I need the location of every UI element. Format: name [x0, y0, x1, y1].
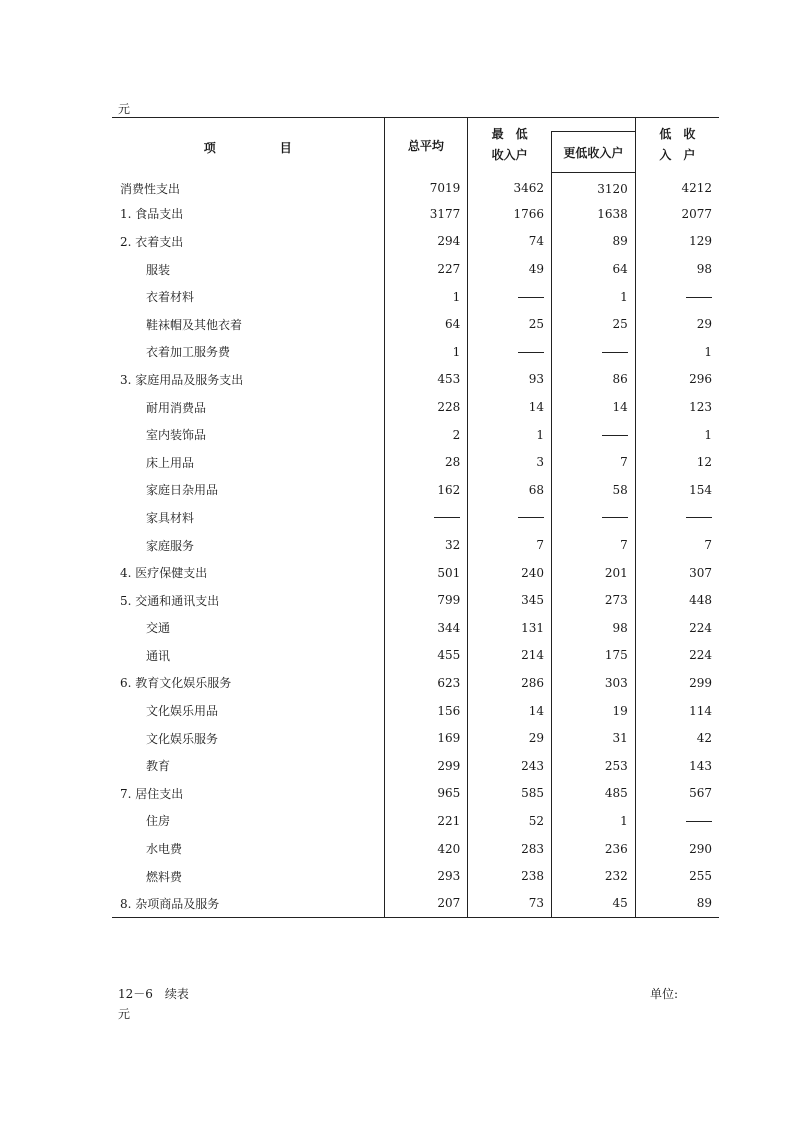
- row-value: 286: [468, 669, 552, 697]
- row-value: [552, 504, 636, 532]
- row-label: 文化娱乐用品: [146, 704, 219, 719]
- row-value: [635, 807, 719, 835]
- row-value: 3462: [468, 173, 552, 201]
- row-value: 86: [552, 366, 636, 394]
- table-row: [112, 559, 719, 587]
- row-value: [552, 338, 636, 366]
- row-value: 114: [635, 697, 719, 725]
- row-value: 19: [552, 697, 636, 725]
- row-value: 253: [552, 752, 636, 780]
- row-value: 2: [384, 421, 468, 449]
- unit-label-top: 元: [118, 102, 131, 116]
- no-data-dash: [686, 821, 712, 822]
- row-value: 28: [384, 448, 468, 476]
- row-value: 3: [468, 448, 552, 476]
- table-row: [112, 476, 719, 504]
- row-value: 3177: [384, 200, 468, 228]
- no-data-dash: [518, 517, 544, 518]
- row-value: 73: [468, 890, 552, 918]
- row-label: 家具材料: [146, 510, 195, 525]
- row-label: 6. 教育文化娱乐服务: [120, 676, 232, 691]
- table-row: [112, 780, 719, 808]
- row-value: 1: [552, 807, 636, 835]
- table-row: [112, 752, 719, 780]
- table-row: [112, 669, 719, 697]
- row-value: 236: [552, 835, 636, 863]
- row-value: 296: [635, 366, 719, 394]
- table-row: [112, 642, 719, 670]
- row-value: 344: [384, 614, 468, 642]
- row-label: 服装: [146, 262, 171, 277]
- row-value: 93: [468, 366, 552, 394]
- row-label: 家庭日杂用品: [146, 483, 219, 498]
- header-lowest-line1: 最 低: [491, 127, 528, 142]
- row-value: [384, 504, 468, 532]
- row-value: 585: [468, 780, 552, 808]
- table-row: [112, 724, 719, 752]
- row-value: 232: [552, 862, 636, 890]
- footer-unit-label: 单位:: [649, 987, 678, 1001]
- row-value: 299: [384, 752, 468, 780]
- row-value: [635, 283, 719, 311]
- row-value: 175: [552, 642, 636, 670]
- row-value: 207: [384, 890, 468, 918]
- no-data-dash: [686, 297, 712, 298]
- header-low-line2: 入 户: [659, 148, 696, 163]
- row-value: 4212: [635, 173, 719, 201]
- footer-unit-value: 元: [118, 1007, 131, 1021]
- row-label: 教育: [146, 759, 171, 774]
- row-value: 290: [635, 835, 719, 863]
- row-value: 1638: [552, 200, 636, 228]
- row-value: 240: [468, 559, 552, 587]
- row-label: 床上用品: [146, 455, 195, 470]
- row-value: 345: [468, 586, 552, 614]
- table-row: [112, 393, 719, 421]
- row-value: 221: [384, 807, 468, 835]
- row-value: 448: [635, 586, 719, 614]
- row-value: 1: [635, 421, 719, 449]
- row-value: 501: [384, 559, 468, 587]
- row-value: 623: [384, 669, 468, 697]
- row-label: 3. 家庭用品及服务支出: [120, 372, 244, 387]
- table-row: [112, 366, 719, 394]
- row-value: 74: [468, 228, 552, 256]
- row-value: 7019: [384, 173, 468, 201]
- row-value: 228: [384, 393, 468, 421]
- row-value: 299: [635, 669, 719, 697]
- no-data-dash: [686, 517, 712, 518]
- row-value: 965: [384, 780, 468, 808]
- header-lower-income: 更低收入户: [552, 132, 636, 173]
- row-value: 7: [552, 448, 636, 476]
- row-value: 303: [552, 669, 636, 697]
- table-body: [112, 173, 719, 918]
- header-lowest-line2: 收入户: [491, 148, 528, 163]
- row-value: 3120: [552, 173, 636, 201]
- row-value: 1: [468, 421, 552, 449]
- table-continued-ref: 12－6 续表: [118, 987, 189, 1001]
- row-value: 1: [384, 338, 468, 366]
- row-value: 45: [552, 890, 636, 918]
- row-value: 156: [384, 697, 468, 725]
- row-value: 14: [468, 393, 552, 421]
- header-lowest-income: [468, 118, 552, 173]
- row-value: 1: [552, 283, 636, 311]
- row-value: 143: [635, 752, 719, 780]
- table-row: [112, 310, 719, 338]
- table-row: [112, 614, 719, 642]
- row-label: 衣着加工服务费: [146, 345, 231, 360]
- no-data-dash: [518, 352, 544, 353]
- table-row: [112, 448, 719, 476]
- row-value: 243: [468, 752, 552, 780]
- row-value: 14: [468, 697, 552, 725]
- row-value: 98: [552, 614, 636, 642]
- row-value: 29: [635, 310, 719, 338]
- row-value: 131: [468, 614, 552, 642]
- row-value: 98: [635, 255, 719, 283]
- row-value: 29: [468, 724, 552, 752]
- row-value: 7: [635, 531, 719, 559]
- no-data-dash: [602, 352, 628, 353]
- row-label: 4. 医疗保健支出: [120, 566, 208, 581]
- table-row: [112, 807, 719, 835]
- row-value: 14: [552, 393, 636, 421]
- row-label: 文化娱乐服务: [146, 731, 219, 746]
- table-row: [112, 586, 719, 614]
- row-label: 衣着材料: [146, 290, 195, 305]
- row-value: 25: [468, 310, 552, 338]
- row-value: [468, 283, 552, 311]
- header-item-char-1: 项: [203, 140, 216, 155]
- row-value: 162: [384, 476, 468, 504]
- row-value: [468, 338, 552, 366]
- table-row: [112, 862, 719, 890]
- row-value: 201: [552, 559, 636, 587]
- no-data-dash: [518, 297, 544, 298]
- table-row: [112, 697, 719, 725]
- row-label: 水电费: [146, 842, 183, 857]
- row-label: 室内装饰品: [146, 428, 207, 443]
- row-label: 2. 衣着支出: [120, 234, 184, 249]
- expenditure-table: [112, 117, 719, 918]
- row-value: 7: [552, 531, 636, 559]
- header-item-char-2: 目: [279, 140, 292, 155]
- row-label: 住房: [146, 814, 171, 829]
- row-value: 214: [468, 642, 552, 670]
- row-value: 567: [635, 780, 719, 808]
- row-value: 227: [384, 255, 468, 283]
- row-value: 58: [552, 476, 636, 504]
- no-data-dash: [602, 435, 628, 436]
- row-label: 通讯: [146, 648, 171, 663]
- row-value: [468, 504, 552, 532]
- row-value: 1: [635, 338, 719, 366]
- row-value: 1766: [468, 200, 552, 228]
- header-item: [112, 118, 384, 173]
- row-value: 455: [384, 642, 468, 670]
- row-value: 42: [635, 724, 719, 752]
- table-row: [112, 283, 719, 311]
- row-value: 25: [552, 310, 636, 338]
- row-value: 2077: [635, 200, 719, 228]
- row-value: [552, 421, 636, 449]
- row-label: 消费性支出: [120, 181, 181, 196]
- row-label: 燃料费: [146, 869, 183, 884]
- row-value: 123: [635, 393, 719, 421]
- row-label: 交通: [146, 621, 171, 636]
- table-row: [112, 255, 719, 283]
- row-value: 64: [384, 310, 468, 338]
- row-label: 7. 居住支出: [120, 786, 184, 801]
- row-value: 273: [552, 586, 636, 614]
- row-label: 鞋袜帽及其他衣着: [146, 317, 243, 332]
- row-label: 8. 杂项商品及服务: [112, 890, 384, 918]
- no-data-dash: [434, 517, 460, 518]
- table-row: [112, 421, 719, 449]
- header-low-line1: 低 收: [659, 127, 696, 142]
- row-value: 31: [552, 724, 636, 752]
- table-row: [112, 835, 719, 863]
- row-value: 68: [468, 476, 552, 504]
- row-value: 169: [384, 724, 468, 752]
- row-value: 7: [468, 531, 552, 559]
- table-row: [112, 338, 719, 366]
- table-row: [112, 200, 719, 228]
- row-label: 1. 食品支出: [120, 207, 184, 222]
- row-value: 283: [468, 835, 552, 863]
- table-row: [112, 173, 719, 201]
- row-value: [635, 504, 719, 532]
- row-value: 154: [635, 476, 719, 504]
- row-value: 224: [635, 614, 719, 642]
- row-value: 32: [384, 531, 468, 559]
- header-average: 总平均: [384, 118, 468, 173]
- row-value: 255: [635, 862, 719, 890]
- table-row: [112, 504, 719, 532]
- row-value: 485: [552, 780, 636, 808]
- row-value: 238: [468, 862, 552, 890]
- row-label: 家庭服务: [146, 538, 195, 553]
- no-data-dash: [602, 517, 628, 518]
- row-label: 5. 交通和通讯支出: [120, 593, 220, 608]
- row-label: 耐用消费品: [146, 400, 207, 415]
- row-value: 129: [635, 228, 719, 256]
- row-value: 89: [635, 890, 719, 918]
- row-value: 293: [384, 862, 468, 890]
- row-value: 420: [384, 835, 468, 863]
- row-value: 49: [468, 255, 552, 283]
- row-value: 453: [384, 366, 468, 394]
- row-value: 799: [384, 586, 468, 614]
- row-value: 64: [552, 255, 636, 283]
- table-row: [112, 890, 719, 918]
- table-row: [112, 228, 719, 256]
- table-footer: [118, 985, 678, 1002]
- row-value: 307: [635, 559, 719, 587]
- table-row: [112, 531, 719, 559]
- table-header: [112, 118, 719, 173]
- row-value: 224: [635, 642, 719, 670]
- header-low-income: [635, 118, 719, 173]
- row-value: 89: [552, 228, 636, 256]
- row-value: 52: [468, 807, 552, 835]
- row-value: 12: [635, 448, 719, 476]
- row-value: 1: [384, 283, 468, 311]
- header-spacer: [552, 118, 636, 132]
- row-value: 294: [384, 228, 468, 256]
